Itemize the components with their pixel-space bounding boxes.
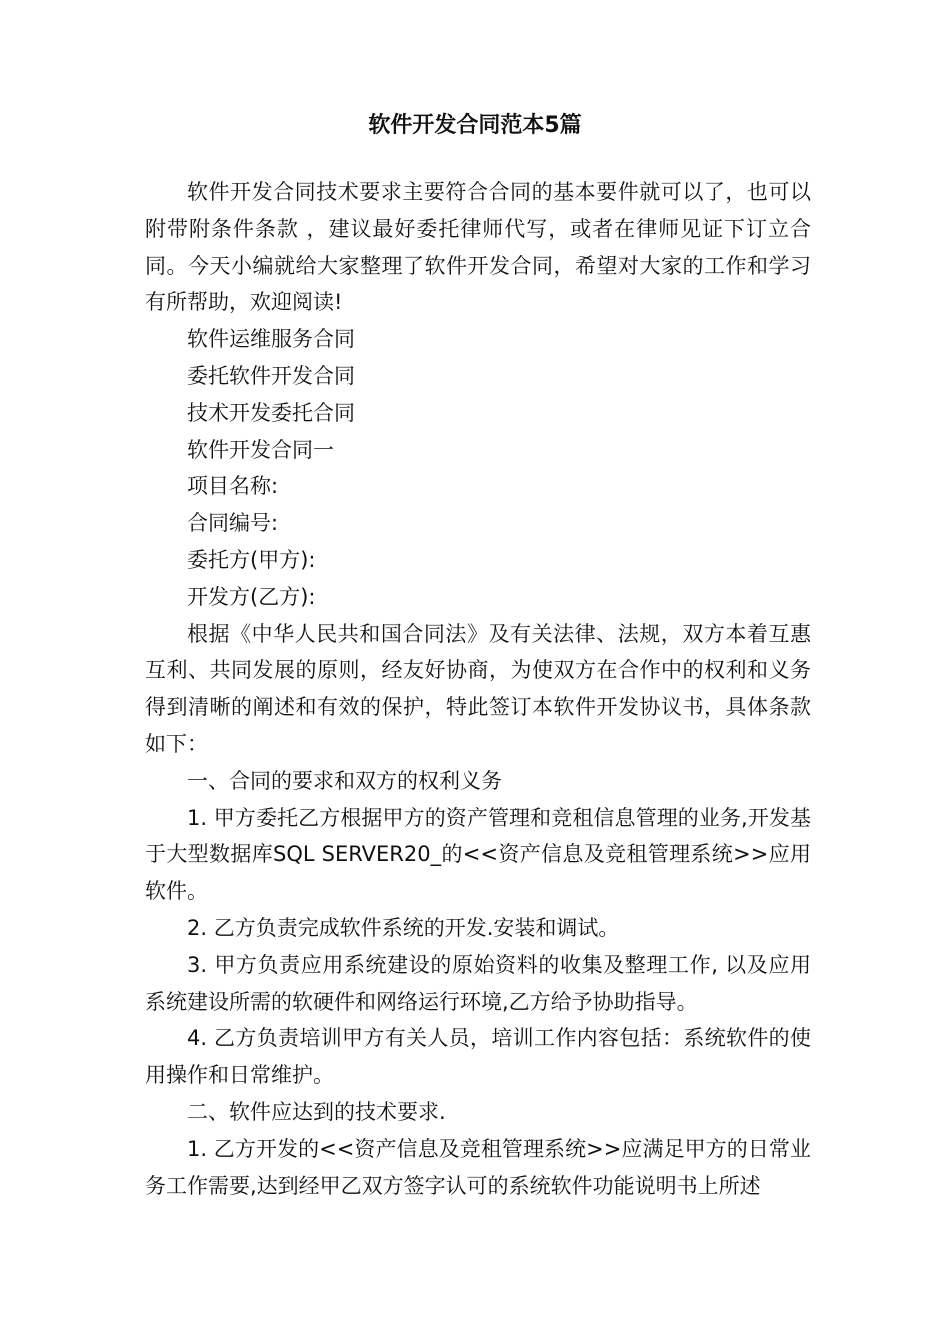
clause-2-1: 1. 乙方开发的<<资产信息及竞租管理系统>>应满足甲方的日常业务工作需要,达到经甲乙双方签字认可的系统软件功能说明书上所述	[145, 1136, 811, 1198]
field-contract-number: 合同编号:	[187, 511, 279, 536]
document-body	[145, 174, 811, 1204]
field-project-name: 项目名称:	[187, 474, 279, 499]
document-title: 软件开发合同范本5篇	[368, 113, 582, 138]
preamble-paragraph: 根据《中华人民共和国合同法》及有关法律、法规，双方本着互惠互利、共同发展的原则，经友好协商，为使双方在合作中的权利和义务得到清晰的阐述和有效的保护，特此签订本软件开发协议书，具体条款如下：	[145, 621, 811, 756]
field-party-b: 开发方(乙方):	[187, 584, 316, 609]
clause-1-1: 1. 甲方委托乙方根据甲方的资产管理和竞租信息管理的业务,开发基于大型数据库SQL SERVER20_的<<资产信息及竞租管理系统>>应用软件。	[145, 805, 811, 904]
contract-link-ops: 软件运维服务合同	[187, 327, 355, 352]
clause-1-4: 4. 乙方负责培训甲方有关人员，培训工作内容包括：系统软件的使用操作和日常维护。	[145, 1026, 811, 1088]
contract-link-entrusted: 委托软件开发合同	[187, 363, 355, 388]
field-party-a: 委托方(甲方):	[187, 547, 316, 572]
section-heading-tech-requirements: 二、软件应达到的技术要求.	[187, 1099, 446, 1124]
section-heading-rights: 一、合同的要求和双方的权利义务	[187, 768, 502, 793]
intro-paragraph: 软件开发合同技术要求主要符合合同的基本要件就可以了，也可以附带附条件条款 ，建议最好委托律师代写，或者在律师见证下订立合同。今天小编就给大家整理了软件开发合同，希望对大家的工作和学习有所帮助，欢迎阅读!	[145, 180, 811, 315]
clause-1-3: 3. 甲方负责应用系统建设的原始资料的收集及整理工作, 以及应用系统建设所需的软硬件和网络运行环境,乙方给予协助指导。	[145, 952, 811, 1014]
clause-1-2: 2. 乙方负责完成软件系统的开发.安装和调试。	[187, 915, 620, 940]
section-heading-contract-one: 软件开发合同一	[187, 437, 334, 462]
contract-link-tech-dev: 技术开发委托合同	[187, 400, 355, 425]
